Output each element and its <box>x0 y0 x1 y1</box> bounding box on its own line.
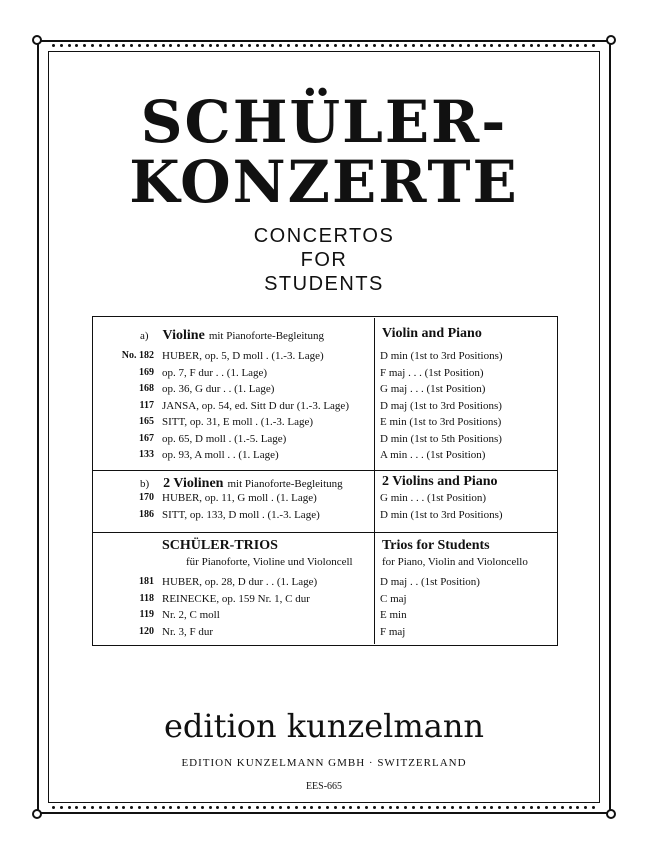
catalog-number-cell: 119 <box>139 609 154 620</box>
border-dot <box>396 44 399 47</box>
catalog-number-cell: 169 <box>139 366 154 378</box>
border-dot <box>436 806 439 809</box>
border-dot <box>232 44 235 47</box>
border-dot <box>373 806 376 809</box>
catalog-number-cell: 133 <box>139 449 154 460</box>
english-key-cell: E min <box>380 609 407 621</box>
border-dot <box>185 806 188 809</box>
section-c-title-en: Trios for Students <box>382 538 490 553</box>
english-key-cell: D min (1st to 3rd Positions) <box>380 508 503 521</box>
table-row <box>96 609 556 625</box>
border-dot <box>75 806 78 809</box>
border-dot <box>60 44 63 47</box>
border-dot <box>506 44 509 47</box>
border-dot <box>99 44 102 47</box>
table-row <box>96 350 556 366</box>
border-dot <box>420 44 423 47</box>
table-row <box>96 416 556 432</box>
border-dot <box>201 806 204 809</box>
table-row <box>96 593 556 609</box>
work-description-cell: Nr. 3, F dur <box>162 625 214 638</box>
border-dot <box>365 44 368 47</box>
work-description-cell: JANSA, op. 54, ed. Sitt D dur (1.-3. Lage) <box>162 399 349 412</box>
border-dot <box>522 44 525 47</box>
border-dot <box>412 44 415 47</box>
border-dot <box>303 44 306 47</box>
table-row <box>96 433 556 449</box>
english-key-cell: D maj . . (1st Position) <box>380 576 480 588</box>
border-dot <box>122 44 125 47</box>
border-dot <box>467 44 470 47</box>
border-dot <box>138 806 141 809</box>
border-dot <box>490 806 493 809</box>
border-dot <box>373 44 376 47</box>
border-dot <box>263 806 266 809</box>
table-row <box>96 400 556 416</box>
section-b-header <box>140 474 343 492</box>
border-dot <box>303 806 306 809</box>
border-dot <box>436 44 439 47</box>
border-dot <box>592 806 595 809</box>
border-dot <box>52 806 55 809</box>
border-dot <box>209 806 212 809</box>
work-description-cell: SITT, op. 133, D moll . (1.-3. Lage) <box>162 508 320 521</box>
english-key-cell: G maj . . . (1st Position) <box>380 383 486 395</box>
border-dot <box>443 806 446 809</box>
border-dot <box>522 806 525 809</box>
catalog-number-cell: 170 <box>139 492 154 503</box>
border-dot <box>224 806 227 809</box>
border-dot <box>381 806 384 809</box>
border-dot <box>83 44 86 47</box>
border-dot <box>357 806 360 809</box>
title-line-2: KONZERTE <box>129 148 519 216</box>
table-row <box>96 449 556 465</box>
catalog-number-cell: 118 <box>139 592 154 604</box>
border-dot <box>146 806 149 809</box>
border-dot <box>334 806 337 809</box>
border-dot <box>530 44 533 47</box>
dotted-border-top <box>52 44 596 47</box>
section-divider-b <box>93 470 557 471</box>
border-dot <box>209 44 212 47</box>
border-dot <box>342 44 345 47</box>
catalog-number: EES-665 <box>305 781 343 792</box>
border-dot <box>154 44 157 47</box>
border-dot <box>318 44 321 47</box>
border-dot <box>154 806 157 809</box>
border-dot <box>530 806 533 809</box>
english-key-cell: A min . . . (1st Position) <box>380 449 486 461</box>
border-dot <box>389 806 392 809</box>
english-key-cell: D min (1st to 5th Positions) <box>380 432 502 445</box>
border-dot <box>584 44 587 47</box>
section-divider-c <box>93 532 557 533</box>
work-description-cell: op. 93, A moll . . (1. Lage) <box>162 449 279 461</box>
border-dot <box>162 44 165 47</box>
border-dot <box>279 806 282 809</box>
work-description-cell: HUBER, op. 28, D dur . . (1. Lage) <box>162 576 318 588</box>
border-dot <box>420 806 423 809</box>
border-dot <box>68 44 71 47</box>
border-dot <box>91 806 94 809</box>
border-dot <box>193 806 196 809</box>
border-dot <box>169 44 172 47</box>
section-a-title-suffix: mit Pianoforte-Begleitung <box>208 330 324 342</box>
border-dot <box>592 44 595 47</box>
border-dot <box>349 806 352 809</box>
english-key-cell: F maj <box>380 625 406 638</box>
border-dot <box>122 806 125 809</box>
subtitle-line-3: STUDENTS <box>264 273 384 295</box>
border-dot <box>490 44 493 47</box>
section-b-title-de: 2 Violinen <box>163 476 224 491</box>
border-dot <box>569 806 572 809</box>
border-dot <box>365 806 368 809</box>
border-dot <box>240 44 243 47</box>
border-dot <box>561 806 564 809</box>
border-dot <box>60 806 63 809</box>
catalog-number-cell: 117 <box>139 399 154 411</box>
section-a-header <box>140 326 324 344</box>
border-dot <box>216 44 219 47</box>
work-description-cell: REINECKE, op. 159 Nr. 1, C dur <box>162 592 310 605</box>
border-dot <box>248 44 251 47</box>
border-dot <box>115 806 118 809</box>
border-dot <box>498 44 501 47</box>
border-dot <box>68 806 71 809</box>
border-dot <box>451 44 454 47</box>
border-dot <box>342 806 345 809</box>
border-dot <box>545 806 548 809</box>
border-dot <box>389 44 392 47</box>
border-dot <box>537 806 540 809</box>
subtitle-line-2: FOR <box>300 249 348 271</box>
border-dot <box>232 806 235 809</box>
border-dot <box>169 806 172 809</box>
border-dot <box>475 806 478 809</box>
section-b-title-suffix: mit Pianoforte-Begleitung <box>227 478 343 490</box>
border-dot <box>287 44 290 47</box>
border-dot <box>467 806 470 809</box>
subtitle-line-1: CONCERTOS <box>253 225 395 247</box>
border-dot <box>326 806 329 809</box>
border-dot <box>130 806 133 809</box>
border-dot <box>263 44 266 47</box>
work-description-cell: HUBER, op. 11, G moll . (1. Lage) <box>162 492 317 504</box>
border-dot <box>162 806 165 809</box>
border-dot <box>459 44 462 47</box>
table-row <box>96 509 556 525</box>
border-dot <box>334 44 337 47</box>
border-dot <box>287 806 290 809</box>
corner-ornament-bottom-left <box>32 809 42 819</box>
border-dot <box>483 806 486 809</box>
border-dot <box>52 44 55 47</box>
section-c-title-en-sub: for Piano, Violin and Violoncello <box>382 556 528 568</box>
border-dot <box>506 806 509 809</box>
border-dot <box>404 44 407 47</box>
table-row <box>96 492 556 508</box>
border-dot <box>271 44 274 47</box>
work-description-cell: op. 65, D moll . (1.-5. Lage) <box>162 432 287 445</box>
border-dot <box>318 806 321 809</box>
work-description-cell: Nr. 2, C moll <box>162 609 220 621</box>
section-a-title-en: Violin and Piano <box>382 326 482 341</box>
border-dot <box>349 44 352 47</box>
catalog-number-cell: 167 <box>139 432 154 444</box>
publisher-line: EDITION KUNZELMANN GMBH · SWITZERLAND <box>181 757 467 769</box>
border-dot <box>83 806 86 809</box>
border-dot <box>256 44 259 47</box>
section-a-marker: a) <box>140 330 149 342</box>
border-dot <box>240 806 243 809</box>
border-dot <box>224 44 227 47</box>
border-dot <box>357 44 360 47</box>
border-dot <box>107 806 110 809</box>
border-dot <box>107 44 110 47</box>
table-row <box>96 383 556 399</box>
section-a-title-de: Violine <box>162 328 205 343</box>
border-dot <box>514 806 517 809</box>
border-dot <box>412 806 415 809</box>
border-dot <box>537 44 540 47</box>
corner-ornament-bottom-right <box>606 809 616 819</box>
border-dot <box>248 806 251 809</box>
border-dot <box>146 44 149 47</box>
border-dot <box>91 44 94 47</box>
border-dot <box>115 44 118 47</box>
english-key-cell: D maj (1st to 3rd Positions) <box>380 399 502 412</box>
border-dot <box>271 806 274 809</box>
table-row <box>96 626 556 642</box>
english-key-cell: F maj . . . (1st Position) <box>380 366 484 379</box>
border-dot <box>256 806 259 809</box>
border-dot <box>216 806 219 809</box>
section-b-title-en: 2 Violins and Piano <box>382 474 498 489</box>
border-dot <box>514 44 517 47</box>
edition-name: edition kunzelmann <box>163 707 485 745</box>
border-dot <box>553 806 556 809</box>
border-dot <box>561 44 564 47</box>
section-c-title-de: SCHÜLER-TRIOS <box>162 538 278 553</box>
border-dot <box>310 806 313 809</box>
border-dot <box>177 806 180 809</box>
border-dot <box>451 806 454 809</box>
border-dot <box>443 44 446 47</box>
border-dot <box>475 44 478 47</box>
border-dot <box>584 806 587 809</box>
catalog-number-cell: 120 <box>139 625 154 637</box>
section-c-title-de-sub: für Pianoforte, Violine und Violoncell <box>186 556 353 568</box>
border-dot <box>576 44 579 47</box>
catalog-number-cell: 181 <box>139 576 154 587</box>
border-dot <box>404 806 407 809</box>
catalog-number-cell: 165 <box>139 416 154 427</box>
english-key-cell: E min (1st to 3rd Positions) <box>380 416 502 428</box>
border-dot <box>381 44 384 47</box>
table-row <box>96 367 556 383</box>
border-dot <box>483 44 486 47</box>
border-dot <box>138 44 141 47</box>
english-key-cell: G min . . . (1st Position) <box>380 492 487 504</box>
border-dot <box>99 806 102 809</box>
english-key-cell: D min (1st to 3rd Positions) <box>380 350 503 362</box>
border-dot <box>326 44 329 47</box>
work-description-cell: HUBER, op. 5, D moll . (1.-3. Lage) <box>162 350 324 362</box>
english-key-cell: C maj <box>380 592 407 605</box>
work-description-cell: op. 36, G dur . . (1. Lage) <box>162 383 275 395</box>
dotted-border-bottom <box>52 806 596 809</box>
catalog-number-cell: 186 <box>139 508 154 520</box>
border-dot <box>459 806 462 809</box>
border-dot <box>310 44 313 47</box>
border-dot <box>185 44 188 47</box>
border-dot <box>295 806 298 809</box>
border-dot <box>193 44 196 47</box>
work-description-cell: op. 7, F dur . . (1. Lage) <box>162 366 268 379</box>
border-dot <box>545 44 548 47</box>
border-dot <box>279 44 282 47</box>
section-b-marker: b) <box>140 478 150 490</box>
border-dot <box>498 806 501 809</box>
border-dot <box>576 806 579 809</box>
border-dot <box>553 44 556 47</box>
catalog-number-cell: 168 <box>139 383 154 394</box>
border-dot <box>396 806 399 809</box>
corner-ornament-top-right <box>606 35 616 45</box>
border-dot <box>130 44 133 47</box>
border-dot <box>177 44 180 47</box>
border-dot <box>428 44 431 47</box>
border-dot <box>428 806 431 809</box>
corner-ornament-top-left <box>32 35 42 45</box>
title-line-1: SCHÜLER- <box>140 88 508 156</box>
border-dot <box>295 44 298 47</box>
border-dot <box>75 44 78 47</box>
border-dot <box>201 44 204 47</box>
catalog-number-cell: No. 182 <box>121 350 154 361</box>
work-description-cell: SITT, op. 31, E moll . (1.-3. Lage) <box>162 416 314 428</box>
border-dot <box>569 44 572 47</box>
table-row <box>96 576 556 592</box>
